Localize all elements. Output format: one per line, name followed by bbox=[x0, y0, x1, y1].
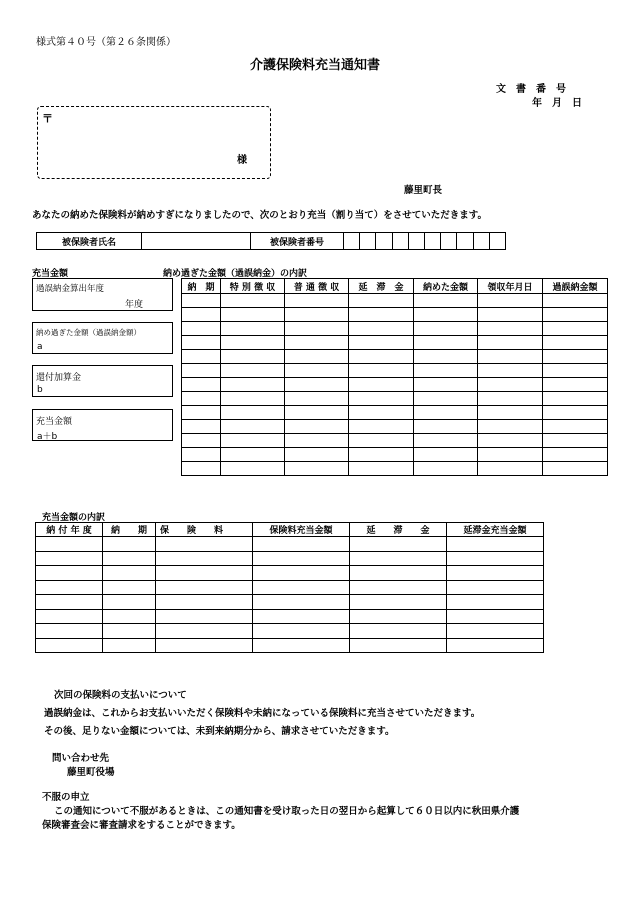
allocation-row-cell[interactable] bbox=[447, 580, 544, 595]
breakdown-header: 普 通 徴 収 bbox=[285, 279, 349, 294]
breakdown-row-cell[interactable] bbox=[285, 322, 349, 336]
refund-letter: b bbox=[37, 385, 43, 395]
allocation-row-cell[interactable] bbox=[253, 638, 350, 653]
objection-line1: この通知について不服があるときは、この通知書を受け取った日の翌日から起算して６０日以内に秋田県介護 bbox=[54, 806, 520, 817]
breakdown-row-cell[interactable] bbox=[285, 406, 349, 420]
breakdown-row-cell[interactable] bbox=[221, 322, 285, 336]
breakdown-row bbox=[182, 406, 608, 420]
allocation-row bbox=[36, 537, 544, 552]
breakdown-row-cell[interactable] bbox=[478, 336, 543, 350]
breakdown-row-cell[interactable] bbox=[285, 462, 349, 476]
allocation-amount-heading: 充当金額 bbox=[32, 269, 69, 279]
allocation-header: 保険料充当金額 bbox=[253, 523, 350, 537]
overpaid-label: 納め過ぎた金額（過誤納金額） bbox=[36, 328, 141, 337]
allocation-row bbox=[36, 609, 544, 624]
insured-number-digit[interactable] bbox=[408, 233, 424, 250]
breakdown-row-cell[interactable] bbox=[285, 364, 349, 378]
breakdown-row-cell[interactable] bbox=[349, 434, 414, 448]
breakdown-row bbox=[182, 308, 608, 322]
document-number-label: 文 書 番 号 bbox=[496, 84, 566, 95]
overpaid-box bbox=[32, 322, 173, 354]
breakdown-row-cell[interactable] bbox=[221, 392, 285, 406]
breakdown-row-cell[interactable] bbox=[349, 294, 414, 308]
allocation-header: 延 滞 金 bbox=[350, 523, 447, 537]
insured-number-digit[interactable] bbox=[489, 233, 505, 250]
breakdown-header: 過誤納金額 bbox=[543, 279, 608, 294]
breakdown-row-cell[interactable] bbox=[543, 392, 608, 406]
allocation-row-cell[interactable] bbox=[253, 551, 350, 566]
breakdown-row-cell[interactable] bbox=[478, 308, 543, 322]
breakdown-row-cell[interactable] bbox=[182, 364, 221, 378]
allocation-row-cell[interactable] bbox=[447, 624, 544, 639]
breakdown-row bbox=[182, 350, 608, 364]
breakdown-row-cell[interactable] bbox=[349, 308, 414, 322]
breakdown-header: 納 期 bbox=[182, 279, 221, 294]
allocation-row-cell[interactable] bbox=[103, 609, 156, 624]
breakdown-row-cell[interactable] bbox=[478, 434, 543, 448]
breakdown-row-cell[interactable] bbox=[414, 350, 478, 364]
allocation-header: 納 付 年 度 bbox=[36, 523, 103, 537]
date-label: 年 月 日 bbox=[532, 98, 582, 109]
breakdown-row-cell[interactable] bbox=[221, 462, 285, 476]
breakdown-row-cell[interactable] bbox=[478, 406, 543, 420]
breakdown-row-cell[interactable] bbox=[285, 434, 349, 448]
breakdown-row-cell[interactable] bbox=[349, 392, 414, 406]
contact-office: 藤里町役場 bbox=[67, 767, 115, 778]
page-title: 介護保険料充当通知書 bbox=[249, 58, 380, 73]
breakdown-row-cell[interactable] bbox=[285, 336, 349, 350]
insured-number-digit[interactable] bbox=[344, 233, 360, 250]
allocation-row-cell[interactable] bbox=[253, 580, 350, 595]
allocation-row-cell[interactable] bbox=[447, 537, 544, 552]
breakdown-row-cell[interactable] bbox=[182, 336, 221, 350]
allocation-header: 延滞金充当金額 bbox=[447, 523, 544, 537]
allocation-row bbox=[36, 566, 544, 581]
breakdown-row-cell[interactable] bbox=[349, 364, 414, 378]
breakdown-row-cell[interactable] bbox=[543, 308, 608, 322]
allocation-row bbox=[36, 595, 544, 610]
breakdown-row-cell[interactable] bbox=[543, 364, 608, 378]
breakdown-row-cell[interactable] bbox=[349, 336, 414, 350]
allocation-row-cell[interactable] bbox=[36, 609, 103, 624]
allocation-row-cell[interactable] bbox=[253, 609, 350, 624]
allocation-row-cell[interactable] bbox=[36, 595, 103, 610]
breakdown-row-cell[interactable] bbox=[182, 378, 221, 392]
insured-name-field[interactable] bbox=[142, 233, 251, 250]
breakdown-row-cell[interactable] bbox=[543, 434, 608, 448]
allocation-row-cell[interactable] bbox=[447, 551, 544, 566]
breakdown-row-cell[interactable] bbox=[285, 392, 349, 406]
allocation-row-cell[interactable] bbox=[156, 609, 253, 624]
breakdown-row-cell[interactable] bbox=[182, 294, 221, 308]
breakdown-heading: 納め過ぎた金額（過誤納金）の内訳 bbox=[163, 269, 308, 279]
calc-year-box bbox=[32, 278, 173, 311]
allocation-row-cell[interactable] bbox=[156, 624, 253, 639]
breakdown-row-cell[interactable] bbox=[182, 406, 221, 420]
intro-text: あなたの納めた保険料が納めすぎになりましたので、次のとおり充当（割り当て）をさせていただきます。 bbox=[32, 210, 488, 221]
breakdown-row bbox=[182, 392, 608, 406]
breakdown-row-cell[interactable] bbox=[285, 420, 349, 434]
breakdown-row bbox=[182, 462, 608, 476]
breakdown-header: 納めた金額 bbox=[414, 279, 478, 294]
postal-mark: 〒 bbox=[42, 112, 53, 125]
breakdown-row-cell[interactable] bbox=[414, 308, 478, 322]
objection-line2: 保険審査会に審査請求をすることができます。 bbox=[42, 820, 241, 831]
insured-name-label: 被保険者氏名 bbox=[37, 233, 142, 250]
breakdown-row-cell[interactable] bbox=[543, 462, 608, 476]
allocation-table bbox=[35, 522, 544, 653]
allocation-row-cell[interactable] bbox=[36, 537, 103, 552]
breakdown-table bbox=[181, 278, 608, 476]
breakdown-row-cell[interactable] bbox=[478, 420, 543, 434]
breakdown-row-cell[interactable] bbox=[221, 448, 285, 462]
allocation-row-cell[interactable] bbox=[350, 537, 447, 552]
total-formula: a＋b bbox=[37, 432, 58, 442]
breakdown-row-cell[interactable] bbox=[414, 294, 478, 308]
breakdown-row-cell[interactable] bbox=[543, 378, 608, 392]
breakdown-row-cell[interactable] bbox=[349, 350, 414, 364]
breakdown-header: 延 滞 金 bbox=[349, 279, 414, 294]
next-payment-line2: その後、足りない金額については、未到来納期分から、請求させていただきます。 bbox=[44, 726, 395, 737]
breakdown-row bbox=[182, 336, 608, 350]
breakdown-row-cell[interactable] bbox=[543, 350, 608, 364]
allocation-row-cell[interactable] bbox=[253, 595, 350, 610]
allocation-row-cell[interactable] bbox=[350, 624, 447, 639]
allocation-row-cell[interactable] bbox=[36, 580, 103, 595]
breakdown-row-cell[interactable] bbox=[414, 434, 478, 448]
allocation-row-cell[interactable] bbox=[447, 609, 544, 624]
allocation-row-cell[interactable] bbox=[103, 580, 156, 595]
insured-number-digit[interactable] bbox=[376, 233, 392, 250]
insured-number-digit[interactable] bbox=[360, 233, 376, 250]
allocation-row-cell[interactable] bbox=[103, 566, 156, 581]
breakdown-row-cell[interactable] bbox=[221, 420, 285, 434]
insured-number-digit[interactable] bbox=[457, 233, 473, 250]
breakdown-row bbox=[182, 378, 608, 392]
allocation-row bbox=[36, 551, 544, 566]
breakdown-row-cell[interactable] bbox=[182, 462, 221, 476]
allocation-row-cell[interactable] bbox=[156, 580, 253, 595]
allocation-row-cell[interactable] bbox=[103, 624, 156, 639]
contact-heading: 問い合わせ先 bbox=[52, 753, 110, 764]
breakdown-row-cell[interactable] bbox=[182, 350, 221, 364]
calc-year-unit: 年度 bbox=[125, 300, 144, 310]
calc-year-label: 過誤納金算出年度 bbox=[36, 284, 105, 294]
insured-number-digit[interactable] bbox=[392, 233, 408, 250]
breakdown-row-cell[interactable] bbox=[478, 462, 543, 476]
refund-label: 還付加算金 bbox=[36, 373, 82, 383]
allocation-row-cell[interactable] bbox=[156, 551, 253, 566]
allocation-row-cell[interactable] bbox=[103, 595, 156, 610]
allocation-row bbox=[36, 580, 544, 595]
breakdown-row-cell[interactable] bbox=[414, 336, 478, 350]
breakdown-row bbox=[182, 420, 608, 434]
breakdown-row-cell[interactable] bbox=[285, 308, 349, 322]
allocation-row-cell[interactable] bbox=[350, 566, 447, 581]
breakdown-row-cell[interactable] bbox=[478, 392, 543, 406]
breakdown-row-cell[interactable] bbox=[221, 434, 285, 448]
insured-number-label: 被保険者番号 bbox=[251, 233, 344, 250]
allocation-row-cell[interactable] bbox=[156, 537, 253, 552]
breakdown-row-cell[interactable] bbox=[285, 378, 349, 392]
allocation-row-cell[interactable] bbox=[103, 551, 156, 566]
allocation-row-cell[interactable] bbox=[447, 595, 544, 610]
breakdown-row-cell[interactable] bbox=[285, 294, 349, 308]
breakdown-row-cell[interactable] bbox=[543, 322, 608, 336]
breakdown-row-cell[interactable] bbox=[349, 406, 414, 420]
breakdown-row-cell[interactable] bbox=[478, 448, 543, 462]
breakdown-row-cell[interactable] bbox=[478, 350, 543, 364]
breakdown-row-cell[interactable] bbox=[349, 322, 414, 336]
allocation-row-cell[interactable] bbox=[36, 638, 103, 653]
breakdown-row-cell[interactable] bbox=[543, 336, 608, 350]
overpaid-letter: a bbox=[37, 342, 43, 352]
breakdown-row-cell[interactable] bbox=[221, 364, 285, 378]
address-box bbox=[37, 106, 271, 179]
next-payment-line1: 過誤納金は、これからお支払いいただく保険料や未納になっている保険料に充当させていただきます。 bbox=[44, 708, 481, 719]
allocation-row-cell[interactable] bbox=[350, 595, 447, 610]
breakdown-row-cell[interactable] bbox=[478, 322, 543, 336]
allocation-row-cell[interactable] bbox=[156, 595, 253, 610]
breakdown-header: 領収年月日 bbox=[478, 279, 543, 294]
breakdown-row-cell[interactable] bbox=[478, 364, 543, 378]
breakdown-row bbox=[182, 434, 608, 448]
allocation-row-cell[interactable] bbox=[253, 624, 350, 639]
breakdown-row-cell[interactable] bbox=[285, 448, 349, 462]
insured-table bbox=[36, 232, 506, 250]
honorific: 様 bbox=[237, 155, 247, 166]
allocation-row bbox=[36, 638, 544, 653]
breakdown-row-cell[interactable] bbox=[543, 420, 608, 434]
breakdown-row-cell[interactable] bbox=[221, 378, 285, 392]
allocation-row-cell[interactable] bbox=[350, 580, 447, 595]
allocation-heading: 充当金額の内訳 bbox=[42, 513, 106, 523]
breakdown-row-cell[interactable] bbox=[285, 350, 349, 364]
allocation-row-cell[interactable] bbox=[156, 566, 253, 581]
breakdown-row-cell[interactable] bbox=[414, 364, 478, 378]
breakdown-row-cell[interactable] bbox=[478, 294, 543, 308]
allocation-row bbox=[36, 624, 544, 639]
breakdown-row-cell[interactable] bbox=[221, 308, 285, 322]
allocation-row-cell[interactable] bbox=[253, 566, 350, 581]
insured-number-digit[interactable] bbox=[473, 233, 489, 250]
form-number: 様式第４０号（第２６条関係） bbox=[36, 37, 176, 48]
allocation-row-cell[interactable] bbox=[103, 638, 156, 653]
breakdown-row bbox=[182, 322, 608, 336]
insured-number-digit[interactable] bbox=[441, 233, 457, 250]
breakdown-row-cell[interactable] bbox=[543, 406, 608, 420]
breakdown-row-cell[interactable] bbox=[414, 322, 478, 336]
total-label: 充当金額 bbox=[36, 417, 73, 427]
allocation-row-cell[interactable] bbox=[447, 638, 544, 653]
breakdown-row-cell[interactable] bbox=[478, 378, 543, 392]
allocation-header: 保 険 料 bbox=[156, 523, 253, 537]
breakdown-row-cell[interactable] bbox=[221, 350, 285, 364]
breakdown-row-cell[interactable] bbox=[414, 462, 478, 476]
breakdown-row-cell[interactable] bbox=[182, 448, 221, 462]
breakdown-row-cell[interactable] bbox=[182, 434, 221, 448]
breakdown-row-cell[interactable] bbox=[221, 336, 285, 350]
allocation-row-cell[interactable] bbox=[36, 624, 103, 639]
breakdown-row-cell[interactable] bbox=[349, 378, 414, 392]
allocation-header: 納 期 bbox=[103, 523, 156, 537]
breakdown-row-cell[interactable] bbox=[414, 420, 478, 434]
insured-number-digit[interactable] bbox=[424, 233, 440, 250]
breakdown-row-cell[interactable] bbox=[182, 322, 221, 336]
breakdown-row bbox=[182, 448, 608, 462]
sender: 藤里町長 bbox=[404, 185, 443, 196]
breakdown-row-cell[interactable] bbox=[182, 420, 221, 434]
next-payment-heading: 次回の保険料の支払いについて bbox=[54, 690, 187, 701]
breakdown-row-cell[interactable] bbox=[414, 392, 478, 406]
breakdown-row-cell[interactable] bbox=[349, 420, 414, 434]
breakdown-row-cell[interactable] bbox=[414, 378, 478, 392]
breakdown-row-cell[interactable] bbox=[349, 448, 414, 462]
breakdown-row-cell[interactable] bbox=[221, 406, 285, 420]
breakdown-row-cell[interactable] bbox=[349, 462, 414, 476]
allocation-row-cell[interactable] bbox=[447, 566, 544, 581]
breakdown-row-cell[interactable] bbox=[414, 406, 478, 420]
allocation-row-cell[interactable] bbox=[350, 551, 447, 566]
breakdown-row-cell[interactable] bbox=[182, 392, 221, 406]
objection-heading: 不服の申立 bbox=[42, 792, 90, 803]
breakdown-row-cell[interactable] bbox=[414, 448, 478, 462]
allocation-row-cell[interactable] bbox=[36, 551, 103, 566]
refund-box bbox=[32, 365, 173, 397]
breakdown-row bbox=[182, 294, 608, 308]
breakdown-row-cell[interactable] bbox=[543, 294, 608, 308]
breakdown-row-cell[interactable] bbox=[543, 448, 608, 462]
breakdown-header: 特 別 徴 収 bbox=[221, 279, 285, 294]
allocation-row-cell[interactable] bbox=[103, 537, 156, 552]
allocation-row-cell[interactable] bbox=[156, 638, 253, 653]
allocation-row-cell[interactable] bbox=[350, 638, 447, 653]
allocation-row-cell[interactable] bbox=[36, 566, 103, 581]
allocation-row-cell[interactable] bbox=[253, 537, 350, 552]
breakdown-row bbox=[182, 364, 608, 378]
breakdown-row-cell[interactable] bbox=[182, 308, 221, 322]
breakdown-row-cell[interactable] bbox=[221, 294, 285, 308]
total-box bbox=[32, 409, 173, 441]
allocation-row-cell[interactable] bbox=[350, 609, 447, 624]
